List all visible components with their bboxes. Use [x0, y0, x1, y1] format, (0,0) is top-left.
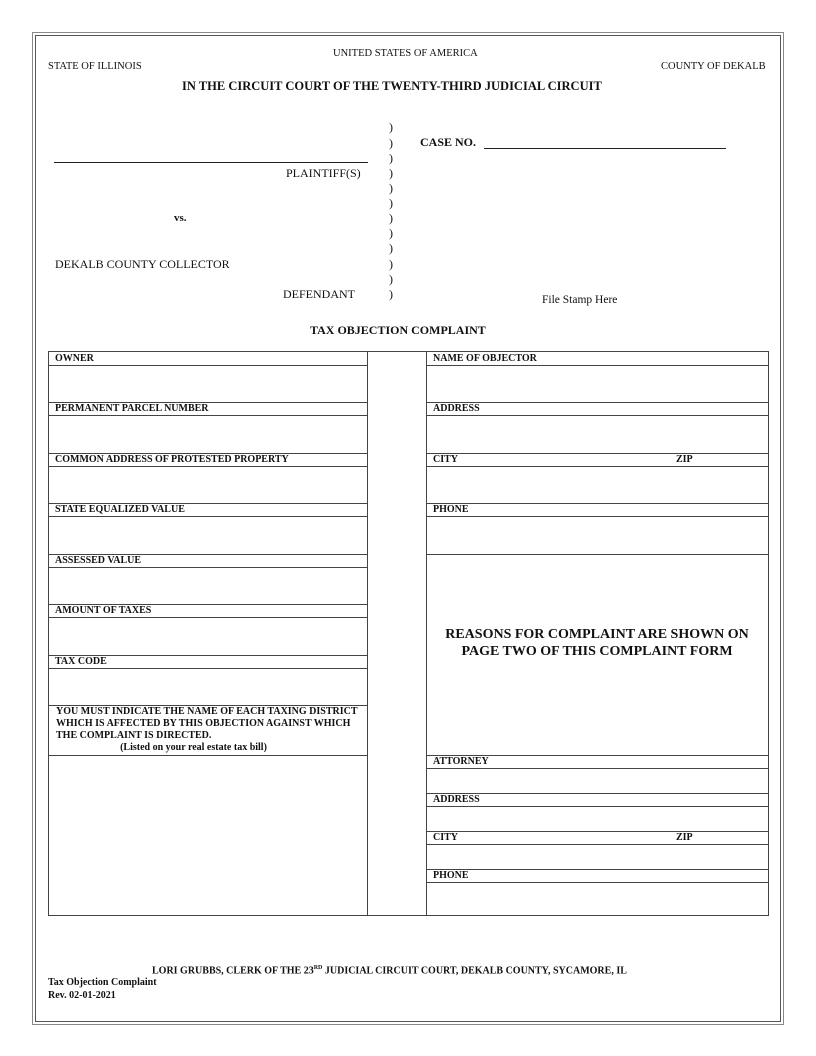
attorney-field[interactable] [427, 769, 768, 793]
grid-divider [367, 351, 368, 916]
caption-paren: ) [389, 241, 393, 255]
zip-label: ZIP [676, 454, 693, 465]
caption-paren: ) [389, 166, 393, 180]
court-heading: IN THE CIRCUIT COURT OF THE TWENTY-THIRD JUDICIAL CIRCUIT [182, 79, 602, 93]
attorney-phone-label: PHONE [433, 870, 469, 881]
address-label: ADDRESS [433, 403, 480, 414]
plaintiff-line[interactable] [54, 162, 368, 163]
assessed-label: ASSESSED VALUE [55, 555, 142, 566]
row-divider [426, 453, 769, 454]
phone-label: PHONE [433, 504, 469, 515]
row-divider [426, 554, 769, 555]
phone-field[interactable] [427, 517, 768, 553]
tax-code-field[interactable] [49, 669, 367, 705]
city-label: CITY [433, 454, 459, 465]
clerk-text-post: JUDICIAL CIRCUIT COURT, DEKALB COUNTY, SYCAMORE, IL [322, 965, 627, 977]
objector-label: NAME OF OBJECTOR [433, 353, 537, 364]
instructions-text: YOU MUST INDICATE THE NAME OF EACH TAXING DISTRICT WHICH IS AFFECTED BY THIS OBJECTION AGAINST WHICH THE COMPLAINT IS DIRECTED. [56, 706, 358, 741]
state-heading: STATE OF ILLINOIS [48, 61, 142, 72]
parcel-label: PERMANENT PARCEL NUMBER [55, 403, 209, 414]
file-stamp-label: File Stamp Here [542, 294, 618, 306]
caption-paren: ) [389, 226, 393, 240]
attorney-address-label: ADDRESS [433, 794, 480, 805]
versus-label: vs. [174, 212, 187, 224]
caption-paren: ) [389, 196, 393, 210]
county-heading: COUNTY OF DEKALB [661, 61, 766, 72]
taxes-label: AMOUNT OF TAXES [55, 605, 152, 616]
clerk-ordinal: RD [313, 965, 323, 971]
case-no-line[interactable] [484, 148, 726, 149]
defendant-name: DEKALB COUNTY COLLECTOR [55, 257, 230, 271]
taxing-district-field[interactable] [49, 756, 367, 915]
caption-paren: ) [389, 136, 393, 150]
defendant-label: DEFENDANT [283, 287, 355, 301]
tax-code-label: TAX CODE [55, 656, 107, 667]
case-no-label: CASE NO. [420, 135, 477, 149]
reasons-notice: REASONS FOR COMPLAINT ARE SHOWN ON PAGE TWO OF THIS COMPLAINT FORM [445, 627, 749, 659]
plaintiff-label: PLAINTIFF(S) [286, 166, 361, 180]
taxes-field[interactable] [49, 618, 367, 654]
objector-field[interactable] [427, 366, 768, 402]
parcel-field[interactable] [49, 416, 367, 452]
clerk-text-pre: LORI GRUBBS, CLERK OF THE 23 [152, 965, 314, 977]
owner-field[interactable] [49, 366, 367, 402]
caption-paren: ) [389, 151, 393, 165]
instructions-subtext: (Listed on your real estate tax bill) [120, 742, 267, 753]
state-equalized-label: STATE EQUALIZED VALUE [55, 504, 185, 515]
caption-paren: ) [389, 181, 393, 195]
assessed-field[interactable] [49, 568, 367, 604]
attorney-zip-label: ZIP [676, 832, 693, 843]
clerk-footer [152, 965, 627, 976]
taxing-district-instructions [56, 706, 361, 754]
state-equalized-field[interactable] [49, 517, 367, 553]
form-revision: Rev. 02-01-2021 [48, 990, 116, 1001]
country-heading: UNITED STATES OF AMERICA [333, 48, 478, 59]
caption-paren: ) [389, 272, 393, 286]
row-divider [426, 831, 769, 832]
attorney-address-field[interactable] [427, 807, 768, 831]
form-title: TAX OBJECTION COMPLAINT [310, 323, 486, 337]
caption-paren: ) [389, 257, 393, 271]
attorney-city-label: CITY [433, 832, 459, 843]
attorney-phone-field[interactable] [427, 883, 768, 915]
caption-paren: ) [389, 287, 393, 301]
common-address-field[interactable] [49, 467, 367, 503]
owner-label: OWNER [55, 353, 94, 364]
form-name: Tax Objection Complaint [48, 977, 157, 988]
row-divider [426, 869, 769, 870]
attorney-label: ATTORNEY [433, 756, 489, 767]
city-zip-field[interactable] [427, 467, 768, 503]
common-address-label: COMMON ADDRESS OF PROTESTED PROPERTY [55, 454, 289, 465]
attorney-city-zip-field[interactable] [427, 845, 768, 869]
row-divider [426, 503, 769, 504]
address-field[interactable] [427, 416, 768, 452]
caption-paren: ) [389, 211, 393, 225]
caption-paren: ) [389, 120, 393, 134]
